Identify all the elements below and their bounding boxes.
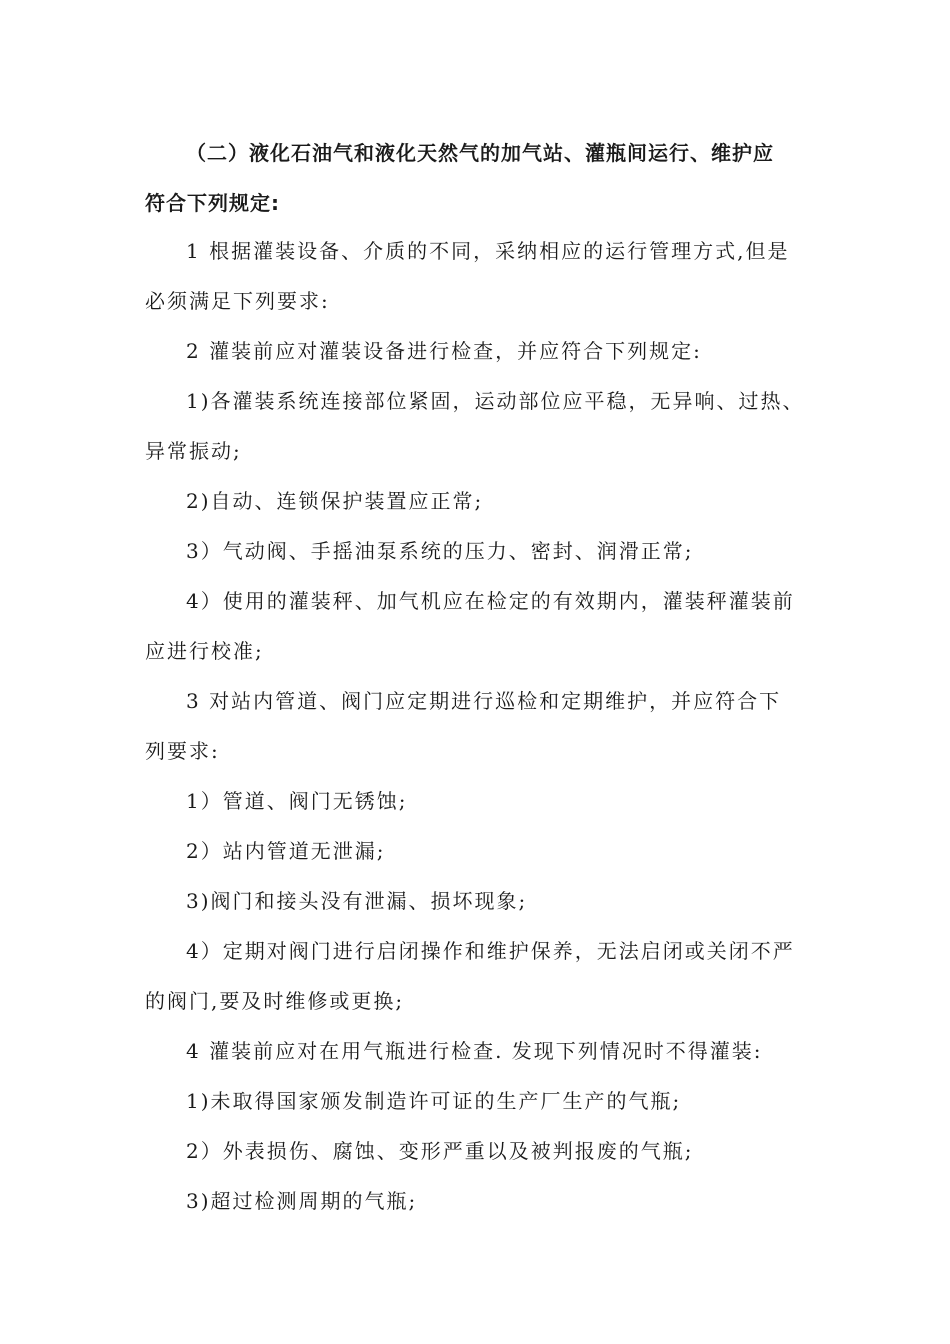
paragraph-line: 2）站内管道无泄漏; [186,839,386,863]
paragraph-line: 3 对站内管道、阀门应定期进行巡检和定期维护，并应符合下 [186,689,782,713]
paragraph-line: 的阀门,要及时维修或更换; [145,989,405,1013]
paragraph-line: 3)超过检测周期的气瓶; [186,1189,418,1213]
paragraph-line: 1）管道、阀门无锈蚀; [186,789,408,813]
paragraph-line: 4）使用的灌装秤、加气机应在检定的有效期内，灌装秤灌装前 [186,589,795,613]
paragraph-line: 2 灌装前应对灌装设备进行检查，并应符合下列规定: [186,339,702,363]
paragraph-line: 3）气动阀、手摇油泵系统的压力、密封、润滑正常; [186,539,694,563]
paragraph-line: 必须满足下列要求: [145,289,330,313]
paragraph-line: 列要求: [145,739,220,763]
paragraph-line: 2)自动、连锁保护装置应正常; [186,489,484,513]
paragraph-line: 1 根据灌装设备、介质的不同，采纳相应的运行管理方式,但是 [186,239,790,263]
paragraph-line: 4）定期对阀门进行启闭操作和维护保养，无法启闭或关闭不严 [186,939,795,963]
paragraph-line: 1)未取得国家颁发制造许可证的生产厂生产的气瓶; [186,1089,682,1113]
section-heading-line-2: 符合下列规定: [145,191,280,215]
paragraph-line: 2）外表损伤、腐蚀、变形严重以及被判报废的气瓶; [186,1139,694,1163]
paragraph-line: 4 灌装前应对在用气瓶进行检查. 发现下列情况时不得灌装: [186,1039,763,1063]
paragraph-line: 应进行校准; [145,639,264,663]
paragraph-line: 1)各灌装系统连接部位紧固，运动部位应平稳，无异响、过热、 [186,389,805,413]
section-heading-line-1: （二）液化石油气和液化天然气的加气站、灌瓶间运行、维护应 [186,141,774,165]
paragraph-line: 3)阀门和接头没有泄漏、损坏现象; [186,889,528,913]
paragraph-line: 异常振动; [145,439,242,463]
